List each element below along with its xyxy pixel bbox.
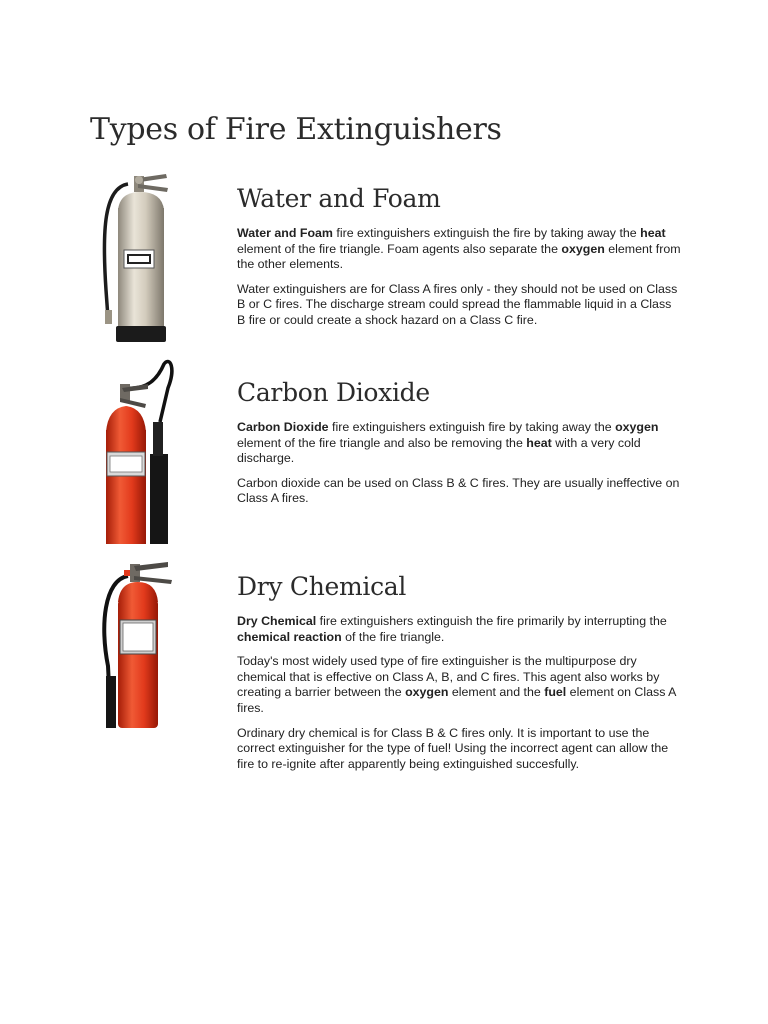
section-heading-dry-chemical: Dry Chemical [237,572,407,601]
water-and-foam-description: Water and Foam fire extinguishers extinguish the fire by taking away the heat element of the fire triangle. Foam agents also separate the oxygen element from the other elements. [237,226,681,272]
carbon-dioxide-description: Carbon Dioxide fire extinguishers extinguish fire by taking away the oxygen element of the fire triangle and also be removing the heat with a very cold discharge. [237,420,659,466]
dry-chemical-extinguisher-illustration [98,556,178,736]
carbon-dioxide-text [237,378,682,516]
dry-chemical-description: Dry Chemical fire extinguishers extinguish the fire primarily by interrupting the chemical reaction of the fire triangle. [237,614,667,644]
water-extinguisher-image [98,170,188,345]
dry-chemical-extinguisher-image [98,556,188,736]
dry-chemical-text [237,572,682,781]
silver-extinguisher-illustration [98,170,178,345]
section-heading-carbon-dioxide: Carbon Dioxide [237,378,430,407]
dry-chemical-ordinary: Ordinary dry chemical is for Class B & C fires only. It is important to use the correct extinguisher for the type of fuel! Using the incorrect agent can allow the fire to re-ignite after apparently being extinguished succesfully. [237,725,669,771]
page-title: Types of Fire Extinguishers [90,112,502,147]
section-heading-water-and-foam: Water and Foam [237,184,441,213]
co2-extinguisher-image [98,358,188,548]
water-and-foam-usage: Water extinguishers are for Class A fires only - they should not be used on Class B or C fires. The discharge stream could spread the flammable liquid in a Class B fire or could create a shock hazard on a Class C fire. [237,281,678,327]
co2-extinguisher-illustration [98,358,178,548]
dry-chemical-multipurpose: Today's most widely used type of fire extinguisher is the multipurpose dry chemical that is effective on Class A, B, and C fires. This agent also works by creating a barrier between the oxygen element and the fuel element on Class A fires. [237,654,676,715]
carbon-dioxide-usage: Carbon dioxide can be used on Class B & C fires. They are usually ineffective on Class A fires. [237,475,680,506]
water-and-foam-text [237,184,682,338]
